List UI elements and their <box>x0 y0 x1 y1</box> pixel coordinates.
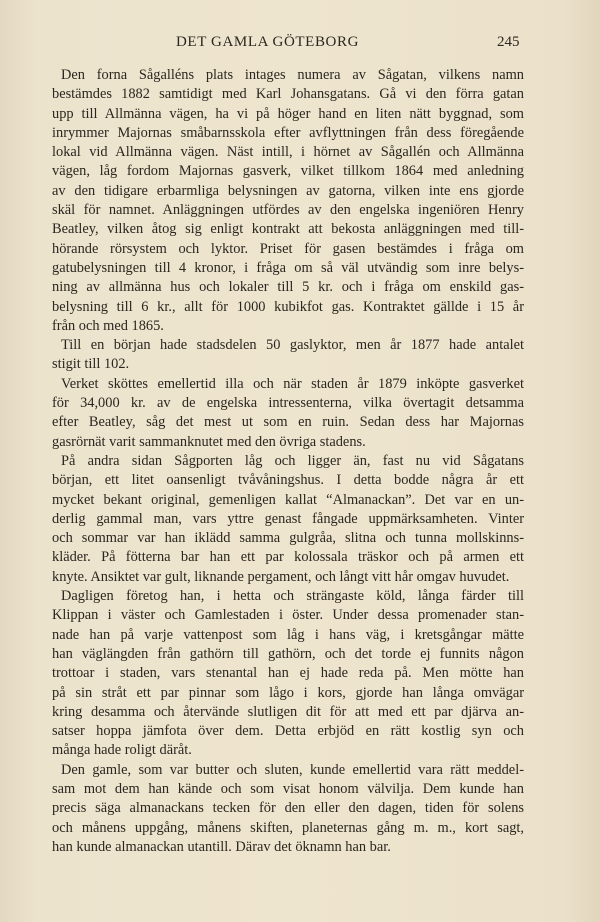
text-line: bestämdes 1882 samtidigt med Karl Johansgatans. Gå vi den förra gatan <box>52 86 524 103</box>
text-line: och månens uppgång, månens skiften, planeternas gång m. m., kort sagt, <box>52 819 524 836</box>
text-line: Till en början hade stadsdelen 50 gaslyktor, men år 1877 hade antalet <box>61 337 524 354</box>
page-number: 245 <box>497 34 520 50</box>
text-line: knyte. Ansiktet var gult, liknande pergament, och långt vitt hår omgav huvudet. <box>52 568 510 585</box>
text-line: ning av allmänna hus och lokaler till 5 kr. och i fråga om enskild gas- <box>52 279 524 296</box>
text-line: trottoar i staden, vars stenantal han ej hade reda på. Men mötte han <box>52 665 524 682</box>
body-text <box>52 66 524 857</box>
text-line: många hade roligt däråt. <box>52 742 192 759</box>
text-line: kring desamma och återvände slutligen dit för att med ett par djärva an- <box>52 703 524 720</box>
text-line: Verket sköttes emellertid illa och när staden år 1879 inköpte gasverket <box>61 375 524 392</box>
text-line: gatubelysningen till 4 kronor, i fråga om så väl utvändig som inre belys- <box>52 259 524 276</box>
text-line: Den gamle, som var butter och sluten, kunde emellertid vara rätt meddel- <box>61 761 524 778</box>
text-line: början, ett litet oansenligt tvåvåningshus. I detta bodde några år ett <box>52 472 524 489</box>
paragraph <box>52 336 524 375</box>
text-line: skäl för namnet. Anläggningen utfördes av den engelska ingeniören Henry <box>52 202 524 219</box>
paragraph <box>52 66 524 336</box>
text-line: efter Beatley, såg det mest ut som en ruin. Sedan dess har Majornas <box>52 414 524 431</box>
text-line: vägen, låg fordom Majornas gasverk, vilket tillkom 1864 med anledning <box>52 163 524 180</box>
running-title: DET GAMLA GÖTEBORG <box>176 34 360 50</box>
text-line: gasrörnät varit sammanknutet med den övriga stadens. <box>52 433 366 450</box>
text-line: sam mot dem han kände och som visat honom välvilja. Dem kunde han <box>52 780 524 797</box>
text-line: för 34,000 kr. av de engelska intressenterna, vilka övertagit detsamma <box>52 395 524 412</box>
paragraph <box>52 761 524 857</box>
text-line: Klippan i väster och Gamlestaden i öster. Under dessa promenader stan- <box>52 607 524 624</box>
text-line: lokal vid Allmänna vägen. Näst intill, i hörnet av Sågallén och Allmänna <box>52 144 524 161</box>
text-line: satser hoppa jämfota över dem. Detta erbjöd en rätt kostlig syn och <box>52 723 524 740</box>
text-line: Den forna Sågalléns plats intages numera av Sågatan, vilkens namn <box>61 67 524 83</box>
text-line: han kunde almanackan utantill. Därav det öknamn han bar. <box>52 838 391 855</box>
paragraph <box>52 587 524 761</box>
text-line: stigit till 102. <box>52 356 130 373</box>
text-line: inrymmer Majornas småbarnsskola efter avflyttningen från dess föregående <box>52 124 524 141</box>
paragraph <box>52 452 524 587</box>
text-line: upp till Allmänna vägen, ha vi på höger hand en liten nätt byggnad, som <box>52 105 524 122</box>
text-line: nade han på varje vattenpost som låg i hans väg, i kretsgångar mätte <box>52 626 524 643</box>
text-line: Dagligen företog han, i hetta och strängaste köld, långa färder till <box>61 588 524 605</box>
text-line: han väglängden från gathörn till gathörn, och det torde ej funnits någon <box>52 645 524 662</box>
text-line: och sommar var han iklädd samma gulgråa, slitna och tunna mollskinns- <box>52 530 524 547</box>
page-header <box>0 34 600 54</box>
text-line: från och med 1865. <box>52 317 164 334</box>
paragraph <box>52 375 524 452</box>
text-line: precis säga almanackans tecken för den eller den dagen, tiden för solens <box>52 800 524 817</box>
text-line: belysning till 6 kr., allt för 1000 kubikfot gas. Kontraktet gällde i 15 år <box>52 298 524 315</box>
text-line: hörande rörsystem och lyktor. Priset för gasen bestämdes i fråga om <box>52 240 524 257</box>
text-line: På andra sidan Sågporten låg och ligger än, fast nu vid Sågatans <box>61 452 524 469</box>
text-line: mycket bekant original, gemenligen kallat “Almanackan”. Det var en un- <box>52 491 524 508</box>
text-line: på sin stråt ett par pinnar som lågo i kors, gjorde han långa omvägar <box>52 684 524 701</box>
text-line: kläder. På fötterna bar han ett par kolossala träskor och på armen ett <box>52 549 524 566</box>
text-line: av den tidigare erbarmliga belysningen av gatorna, vilken inte ens gjorde <box>52 182 524 199</box>
text-line: Beatley, vilken åtog sig enligt kontrakt att bekosta anläggningen med till- <box>52 221 524 238</box>
text-line: derlig gammal man, vars yttre genast fångade uppmärksamheten. Vinter <box>52 510 524 527</box>
